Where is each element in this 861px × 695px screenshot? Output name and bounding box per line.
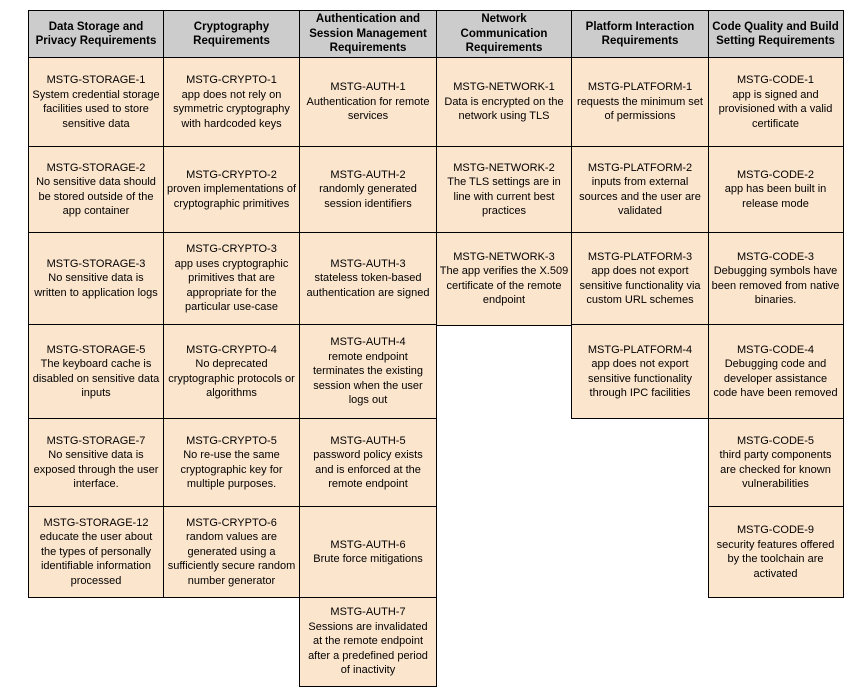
requirement-cell-mstg-platform-3 (571, 232, 709, 326)
requirement-code: MSTG-CRYPTO-6 (186, 516, 277, 529)
requirement-code: MSTG-STORAGE-3 (46, 257, 146, 270)
requirement-cell-mstg-auth-6 (299, 506, 437, 598)
requirement-code: MSTG-AUTH-1 (330, 81, 406, 94)
requirement-description: Debugging symbols have been removed from native binaries. (711, 265, 840, 306)
requirement-code: MSTG-CRYPTO-1 (186, 74, 277, 86)
column-header: Code Quality and Build Setting Requirements (708, 10, 844, 58)
requirement-cell-mstg-storage-3 (28, 232, 164, 326)
requirement-description: app uses cryptographic primitives that are appropriate for the particular use-case (174, 257, 289, 314)
requirement-cell-mstg-network-3 (436, 232, 573, 326)
requirement-code: MSTG-CODE-3 (737, 250, 814, 263)
requirement-code: MSTG-CODE-2 (737, 168, 814, 181)
requirement-cell-mstg-platform-4 (571, 324, 709, 419)
column-header: Authentication and Session Management Requirements (299, 10, 437, 58)
requirement-code: MSTG-STORAGE-12 (43, 516, 149, 529)
requirement-description: Debugging code and developer assistance code have been removed (713, 358, 838, 399)
requirement-cell-mstg-platform-2 (571, 146, 709, 233)
requirement-description: randomly generated session identifiers (319, 183, 417, 210)
requirements-table (28, 10, 844, 687)
requirement-description: random values are generated using a sufficiently secure random number generator (167, 531, 296, 587)
requirement-cell-mstg-crypto-4 (163, 324, 301, 419)
requirement-cell-mstg-code-1 (708, 57, 844, 148)
requirement-code: MSTG-AUTH-4 (330, 336, 406, 349)
requirement-description: third party components are checked for known vulnerabilities (719, 449, 832, 490)
requirement-code: MSTG-CODE-5 (737, 434, 814, 447)
requirement-description: stateless token-based authentication are signed (306, 272, 430, 299)
column-header: Network Communication Requirements (436, 10, 573, 58)
requirement-code: MSTG-NETWORK-1 (453, 81, 555, 94)
requirement-code: MSTG-STORAGE-2 (46, 161, 146, 174)
requirement-cell-mstg-crypto-2 (163, 146, 301, 233)
requirement-cell-mstg-code-4 (708, 324, 844, 419)
requirement-code: MSTG-PLATFORM-2 (587, 161, 693, 174)
column-cryptography-requirements (163, 10, 301, 598)
requirement-cell-mstg-storage-2 (28, 146, 164, 233)
requirement-description: remote endpoint terminates the existing session when the user logs out (312, 350, 424, 407)
requirement-description: No re-use the same cryptographic key for multiple purposes. (180, 449, 283, 490)
requirement-description: No sensitive data is written to application logs (34, 272, 158, 299)
requirement-description: The app verifies the X.509 certificate of the remote endpoint (439, 265, 569, 306)
column-authentication-and-session-management-requirements (299, 10, 437, 687)
requirement-description: Brute force mitigations (313, 553, 423, 565)
requirement-description: educate the user about the types of personally identifiable information processed (39, 531, 153, 587)
requirement-code: MSTG-STORAGE-1 (46, 74, 146, 86)
requirement-code: MSTG-CODE-4 (737, 343, 814, 356)
requirement-cell-mstg-code-2 (708, 146, 844, 233)
column-network-communication-requirements (436, 10, 573, 326)
requirement-code: MSTG-CRYPTO-5 (186, 434, 277, 447)
requirement-code: MSTG-NETWORK-3 (453, 250, 555, 263)
column-platform-interaction-requirements (571, 10, 709, 419)
column-header: Platform Interaction Requirements (571, 10, 709, 58)
requirement-code: MSTG-PLATFORM-3 (587, 250, 693, 263)
requirement-code: MSTG-AUTH-6 (330, 538, 406, 551)
requirement-code: MSTG-CRYPTO-2 (186, 168, 277, 181)
requirement-description: security features offered by the toolchain are activated (716, 538, 835, 580)
requirement-code: MSTG-AUTH-5 (330, 434, 406, 447)
requirement-description: app does not rely on symmetric cryptography with hardcoded keys (173, 88, 290, 130)
column-header: Data Storage and Privacy Requirements (28, 10, 164, 58)
requirement-cell-mstg-crypto-3 (163, 232, 301, 326)
requirement-description: The TLS settings are in line with current best practices (447, 176, 561, 217)
requirement-code: MSTG-STORAGE-7 (46, 434, 146, 447)
requirement-cell-mstg-auth-7 (299, 597, 437, 687)
requirement-code: MSTG-CRYPTO-4 (186, 343, 277, 356)
column-header: Cryptography Requirements (163, 10, 301, 58)
requirement-cell-mstg-storage-12 (28, 506, 164, 598)
requirement-description: requests the minimum set of permissions (577, 95, 703, 123)
requirement-code: MSTG-AUTH-3 (330, 257, 406, 270)
requirement-description: No deprecated cryptographic protocols or algorithms (168, 358, 295, 399)
requirement-cell-mstg-network-1 (436, 57, 573, 148)
requirement-cell-mstg-auth-5 (299, 418, 437, 508)
requirement-cell-mstg-code-3 (708, 232, 844, 326)
requirement-cell-mstg-storage-5 (28, 324, 164, 419)
requirement-description: No sensitive data is exposed through the user interface. (33, 449, 159, 490)
requirement-cell-mstg-crypto-6 (163, 506, 301, 598)
requirement-description: Data is encrypted on the network using TLS (444, 95, 564, 123)
requirement-cell-mstg-code-9 (708, 506, 844, 598)
requirement-code: MSTG-NETWORK-2 (453, 161, 555, 174)
column-data-storage-and-privacy-requirements (28, 10, 164, 598)
requirement-description: inputs from external sources and the user are validated (579, 176, 701, 217)
requirement-cell-mstg-crypto-5 (163, 418, 301, 508)
requirement-cell-mstg-platform-1 (571, 57, 709, 148)
requirement-description: app does not export sensitive functionality via custom URL schemes (579, 265, 701, 306)
requirement-description: No sensitive data should be stored outside of the app container (36, 176, 156, 217)
requirement-description: app has been built in release mode (724, 183, 827, 210)
requirement-description: System credential storage facilities used to store sensitive data (32, 88, 160, 130)
requirement-cell-mstg-storage-7 (28, 418, 164, 508)
requirement-description: password policy exists and is enforced at the remote endpoint (313, 449, 423, 490)
requirement-cell-mstg-code-5 (708, 418, 844, 508)
requirement-cell-mstg-auth-2 (299, 146, 437, 233)
requirement-cell-mstg-network-2 (436, 146, 573, 233)
requirement-description: app does not export sensitive functionality through IPC facilities (588, 358, 692, 399)
requirement-cell-mstg-auth-4 (299, 324, 437, 419)
requirement-description: app is signed and provisioned with a valid certificate (718, 88, 833, 130)
requirement-code: MSTG-AUTH-7 (330, 606, 406, 619)
requirement-cell-mstg-storage-1 (28, 57, 164, 148)
requirement-description: The keyboard cache is disabled on sensitive data inputs (32, 358, 160, 399)
requirement-code: MSTG-AUTH-2 (330, 168, 406, 181)
requirement-cell-mstg-auth-1 (299, 57, 437, 148)
requirement-code: MSTG-PLATFORM-1 (587, 81, 693, 94)
column-code-quality-and-build-setting-requirements (708, 10, 844, 598)
requirement-cell-mstg-auth-3 (299, 232, 437, 326)
requirement-description: proven implementations of cryptographic primitives (166, 183, 296, 210)
requirement-code: MSTG-CRYPTO-3 (186, 243, 277, 256)
requirement-code: MSTG-PLATFORM-4 (587, 343, 693, 356)
requirement-code: MSTG-STORAGE-5 (46, 343, 146, 356)
requirement-code: MSTG-CODE-1 (737, 74, 814, 86)
requirement-code: MSTG-CODE-9 (737, 524, 814, 536)
requirement-description: Sessions are invalidated at the remote endpoint after a predefined period of inactivity (308, 620, 428, 677)
requirement-cell-mstg-crypto-1 (163, 57, 301, 148)
requirement-description: Authentication for remote services (306, 95, 430, 123)
